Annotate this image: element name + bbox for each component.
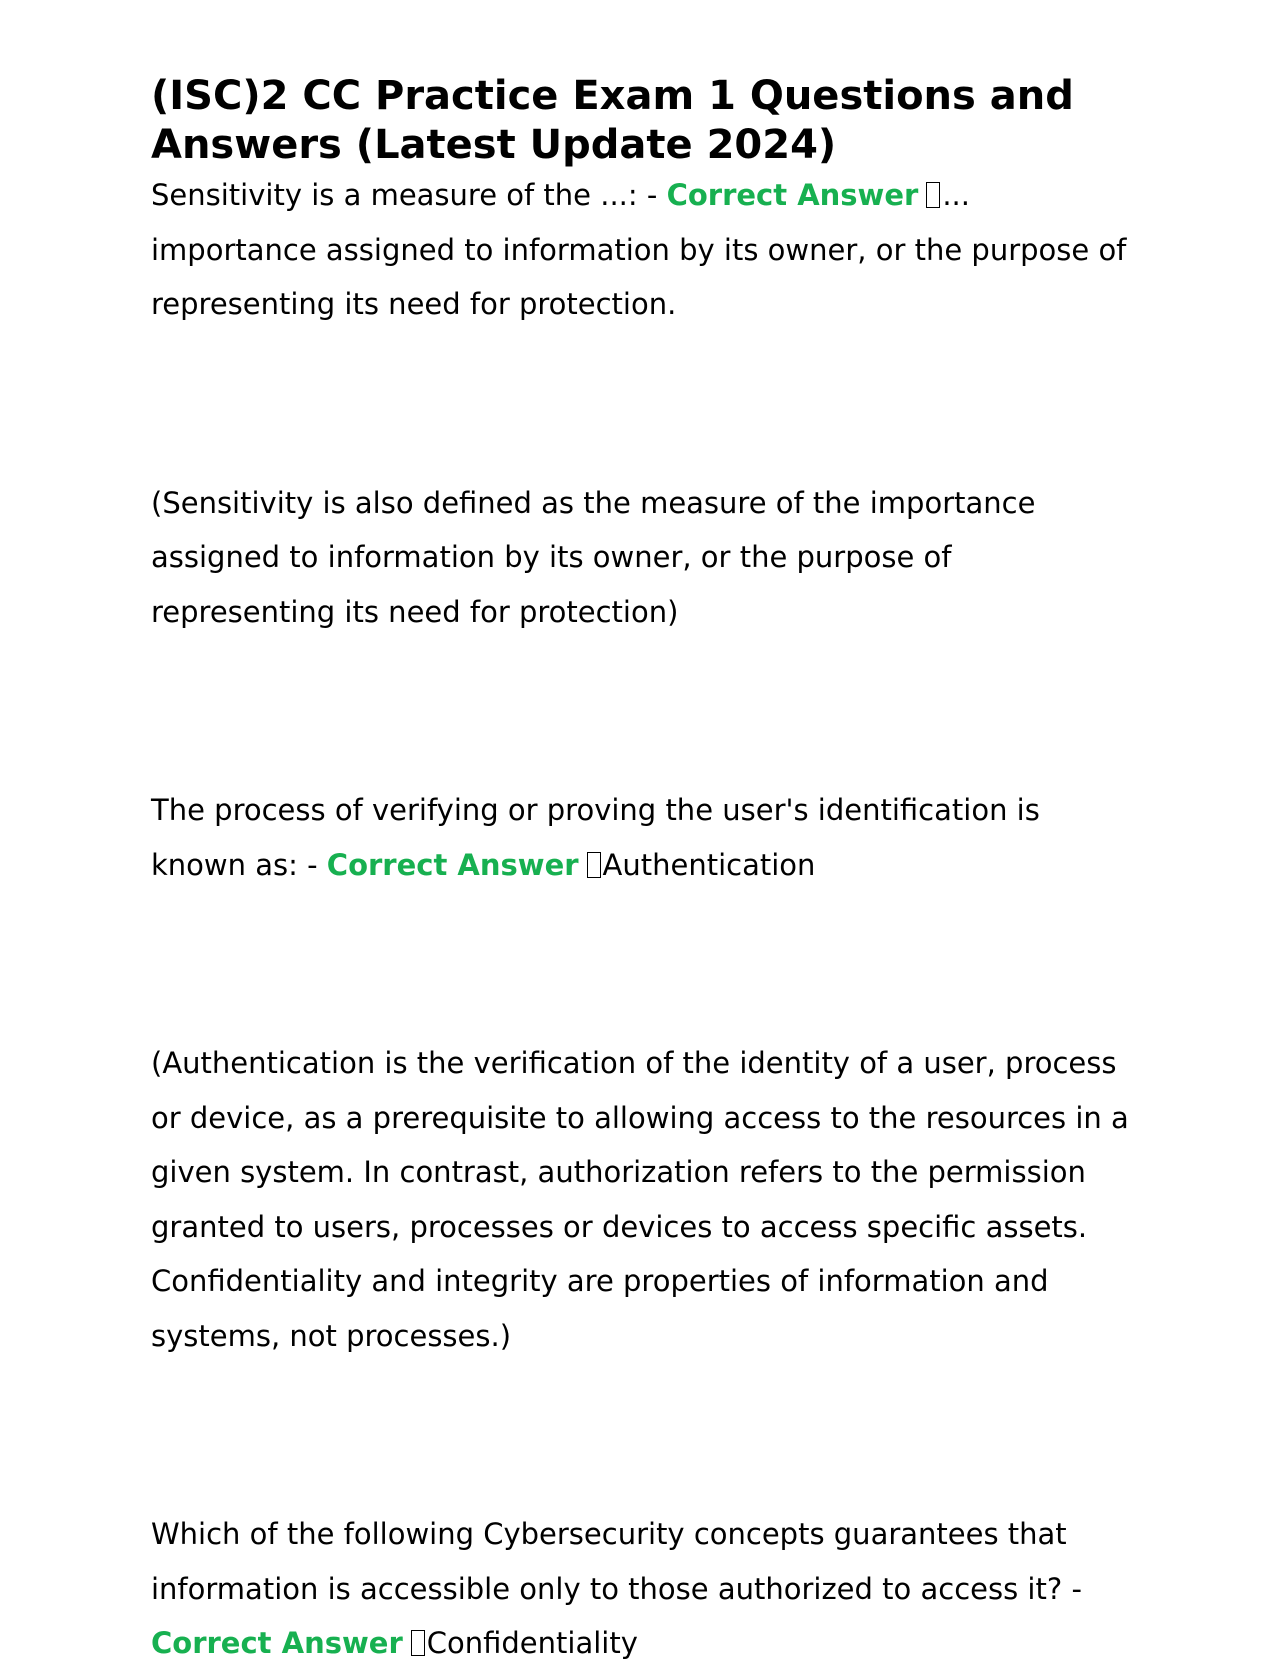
question-3 (151, 1507, 1141, 1671)
question-2-text: The process of verifying or proving the user's identification is known as: - (151, 793, 1040, 882)
spacer (151, 892, 1141, 1036)
question-3-text: Which of the following Cybersecurity concepts guarantees that information is accessible only to those authorized to access it? - (151, 1517, 1082, 1606)
answer-2-text: Authentication (602, 847, 816, 882)
explanation-2: (Authentication is the verification of the identity of a user, process or device, as a prerequisite to allowing access to the resources in a given system. In contrast, authorization refers to the permission granted to users, processes or devices to access specific assets. Confidentiality and integrity are properties of information and systems, not processes.) (151, 1046, 1129, 1353)
answer-3-text: Confidentiality (426, 1626, 638, 1660)
answer-1-text: ... importance assigned to information by its owner, or the purpose of representing its need for protection. (151, 178, 1127, 321)
document-title: (ISC)2 CC Practice Exam 1 Questions and Answers (Latest Update 2024) (151, 73, 1074, 168)
missing-glyph-icon (587, 852, 601, 878)
spacer (151, 332, 1141, 476)
correct-answer-label-3: Correct Answer (151, 1626, 403, 1660)
spacer (151, 1363, 1141, 1507)
question-1-text: Sensitivity is a measure of the ...: - (151, 178, 667, 212)
correct-answer-label-2: Correct Answer (326, 847, 579, 882)
missing-glyph-icon (411, 1630, 425, 1656)
spacer (151, 639, 1141, 783)
correct-answer-label-1: Correct Answer (666, 178, 919, 212)
explanation-1: (Sensitivity is also defined as the measure of the importance assigned to information by its owner, or the purpose of representing its need for protection) (151, 485, 1036, 629)
missing-glyph-icon (926, 182, 940, 208)
document-page (151, 72, 1141, 1671)
question-2 (151, 783, 1141, 892)
question-1 (151, 168, 1141, 332)
